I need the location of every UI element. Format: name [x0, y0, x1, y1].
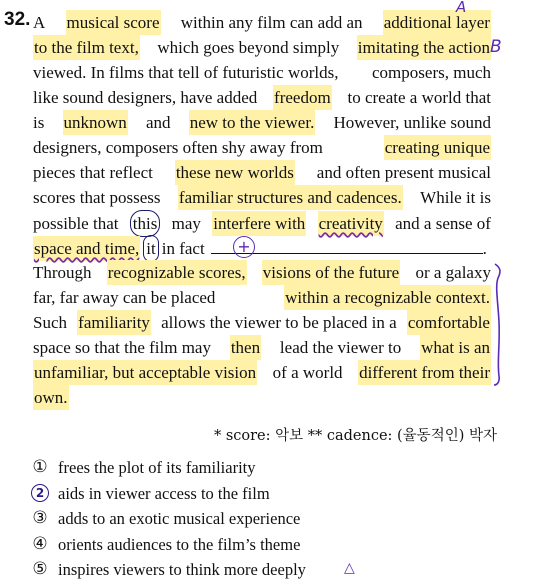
highlighted-text: comfortable: [407, 310, 491, 335]
choice-2[interactable]: [31, 481, 306, 507]
choice-text: inspires viewers to think more deeply: [58, 560, 306, 580]
footnote: * score: 악보 ** cadence: (율동적인) 박자: [213, 428, 497, 444]
text: within any film can add an: [180, 13, 363, 32]
passage-line: [33, 135, 491, 160]
answer-blank: [211, 239, 483, 254]
passage-line: [33, 285, 491, 310]
passage-line: [33, 360, 491, 385]
wavy-underlined-word: creativity: [318, 211, 384, 236]
highlighted-text: freedom: [273, 85, 332, 110]
passage-line: [33, 335, 491, 360]
highlighted-text: additional layer: [383, 10, 491, 35]
handwritten-triangle-icon: △: [344, 560, 355, 576]
choice-number: ④: [32, 533, 48, 554]
highlighted-text: these new worlds: [175, 160, 295, 185]
choice-4[interactable]: [31, 532, 306, 558]
passage-line: [33, 85, 491, 110]
handwritten-mark-b: B: [490, 37, 502, 57]
text: in fact: [161, 239, 205, 258]
choice-5[interactable]: [31, 557, 306, 583]
choice-text: orients audiences to the film’s theme: [58, 534, 301, 554]
highlighted-text: interfere with: [212, 211, 306, 236]
text: allows the viewer to be placed in a: [161, 313, 397, 332]
passage-line: [33, 260, 491, 285]
handwritten-mark-a: A: [456, 0, 467, 16]
text: like sound designers, have added: [33, 88, 258, 107]
passage: [33, 10, 491, 410]
passage-line: [33, 110, 491, 135]
passage-line: [33, 60, 491, 85]
circled-word: it: [143, 235, 158, 262]
passage-line: [33, 185, 491, 210]
choice-1[interactable]: [31, 455, 306, 481]
text: and a sense of: [395, 214, 491, 233]
text: to create a world that: [347, 88, 491, 107]
text: space so that the film may: [33, 338, 211, 357]
highlighted-text: within a recognizable context.: [284, 285, 491, 310]
highlighted-text: creating unique: [384, 135, 491, 160]
highlighted-text: then: [230, 335, 261, 360]
choice-text: adds to an exotic musical experience: [58, 509, 301, 529]
choice-text: aids in viewer access to the film: [58, 483, 270, 503]
highlighted-text: unknown: [63, 110, 128, 135]
highlighted-text: familiarity: [77, 310, 151, 335]
text: designers, composers often shy away from: [33, 138, 323, 157]
highlighted-text: familiar structures and cadences.: [178, 185, 403, 210]
text: may: [171, 214, 201, 233]
text: A: [33, 13, 46, 32]
circled-word: this: [130, 210, 161, 237]
text: which goes beyond simply: [157, 38, 340, 57]
handwritten-plus-icon: +: [233, 236, 255, 258]
text: scores that possess: [33, 188, 161, 207]
passage-line: [33, 310, 491, 335]
text: viewed. In films that tell of futuristic worlds,: [33, 63, 339, 82]
text: lead the viewer to: [279, 338, 402, 357]
choice-number: ③: [32, 507, 48, 528]
highlighted-text: recognizable scores,: [107, 260, 247, 285]
highlighted-text: what is an: [420, 335, 491, 360]
text: or a galaxy: [415, 263, 491, 282]
highlighted-text: musical score: [66, 10, 161, 35]
highlighted-text: imitating the action: [357, 35, 491, 60]
choice-number: ⑤: [32, 559, 48, 580]
text: is: [33, 113, 45, 132]
handwritten-bracket-icon: [492, 262, 506, 387]
passage-line: [33, 10, 491, 35]
text: .: [482, 239, 487, 258]
passage-line: [33, 35, 491, 60]
passage-line: [33, 235, 491, 260]
text: and: [145, 113, 171, 132]
choice-3[interactable]: [31, 506, 306, 532]
choice-number: ①: [32, 456, 48, 477]
answer-choices: [31, 455, 306, 583]
wavy-underlined-text: space and time,: [33, 236, 140, 261]
text: of a world: [272, 363, 343, 382]
highlighted-text: visions of the future: [262, 260, 400, 285]
choice-text: frees the plot of its familiarity: [58, 458, 256, 477]
text: pieces that reflect: [33, 163, 153, 182]
text: While it is: [420, 188, 491, 207]
passage-line: [33, 210, 491, 235]
passage-line: [33, 160, 491, 185]
passage-line: [33, 385, 491, 410]
text: far, far away can be placed: [33, 288, 216, 307]
choice-number-marked: 2: [31, 484, 49, 502]
text: composers, much: [372, 63, 491, 82]
question-number: 32.: [4, 9, 31, 30]
highlighted-text: to the film text,: [33, 35, 140, 60]
text: possible that: [33, 214, 119, 233]
highlighted-text: own.: [33, 385, 69, 410]
text: However, unlike sound: [333, 113, 491, 132]
text: Such: [33, 313, 67, 332]
text: and often present musical: [316, 163, 491, 182]
text: Through: [33, 263, 92, 282]
highlighted-text: new to the viewer.: [189, 110, 316, 135]
highlighted-text: unfamiliar, but acceptable vision: [33, 360, 257, 385]
highlighted-text: different from their: [358, 360, 491, 385]
